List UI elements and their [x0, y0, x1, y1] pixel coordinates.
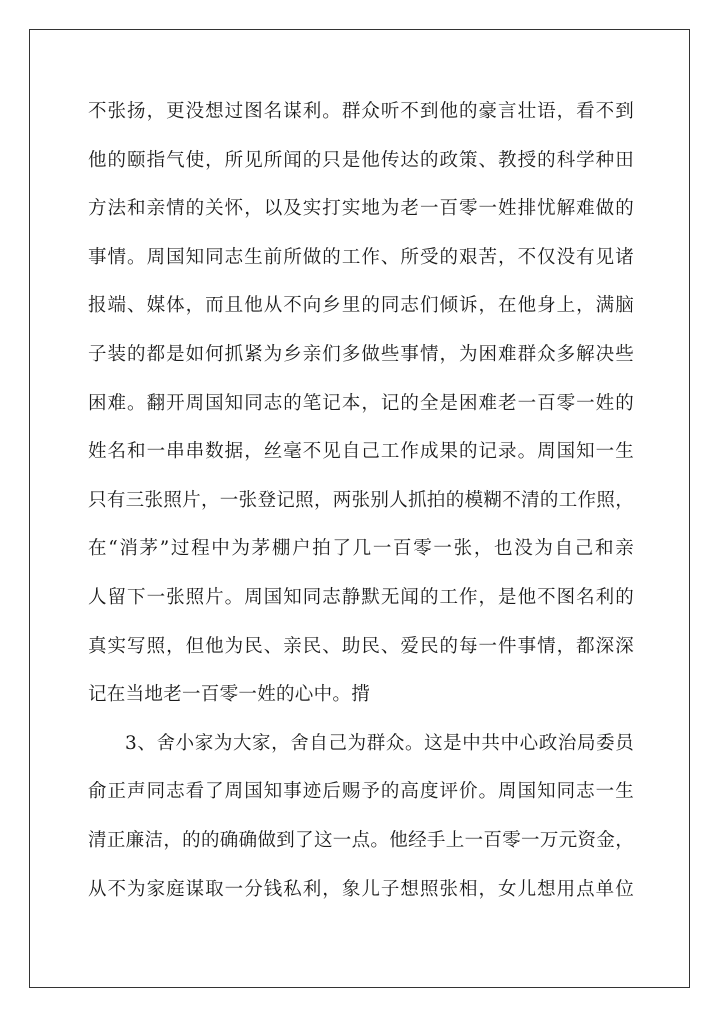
- text-line: 从不为家庭谋取一分钱私利，象儿子想照张相，女儿想用点单位: [88, 878, 634, 900]
- text-line: 报端、媒体，而且他从不向乡里的同志们倾诉，在他身上，满脑: [88, 295, 634, 317]
- text-line: 人留下一张照片。周国知同志静默无闻的工作，是他不图名利的: [88, 586, 634, 608]
- text-line: 清正廉洁，的的确确做到了这一点。他经手上一百零一万元资金，: [88, 829, 634, 851]
- text-line: 方法和亲情的关怀，以及实打实地为老一百零一姓排忧解难做的: [88, 198, 634, 220]
- text-line: 事情。周国知同志生前所做的工作、所受的艰苦，不仅没有见诸: [88, 246, 634, 268]
- text-line: 只有三张照片，一张登记照，两张别人抓拍的模糊不清的工作照，: [88, 489, 634, 511]
- text-line: 真实写照，但他为民、亲民、助民、爱民的每一件事情，都深深: [88, 635, 634, 657]
- text-line: 姓名和一串串数据，丝毫不见自己工作成果的记录。周国知一生: [88, 441, 634, 463]
- document-body: [88, 88, 634, 914]
- text-line: 子装的都是如何抓紧为乡亲们多做些事情，为困难群众多解决些: [88, 343, 634, 365]
- text-line: 他的颐指气使，所见所闻的只是他传达的政策、教授的科学种田: [88, 149, 634, 171]
- text-line: 困难。翻开周国知同志的笔记本，记的全是困难老一百零一姓的: [88, 392, 634, 414]
- text-line: 记在当地老一百零一姓的心中。揹: [88, 684, 371, 706]
- text-line: 3、舍小家为大家，舍自己为群众。这是中共中心政治局委员: [125, 732, 634, 754]
- text-line: 不张扬，更没想过图名谋利。群众听不到他的豪言壮语，看不到: [88, 101, 634, 122]
- text-line: 在“消茅”过程中为茅棚户拍了几一百零一张，也没为自己和亲: [88, 538, 634, 560]
- text-line: 俞正声同志看了周国知事迹后赐予的高度评价。周国知同志一生: [88, 781, 634, 803]
